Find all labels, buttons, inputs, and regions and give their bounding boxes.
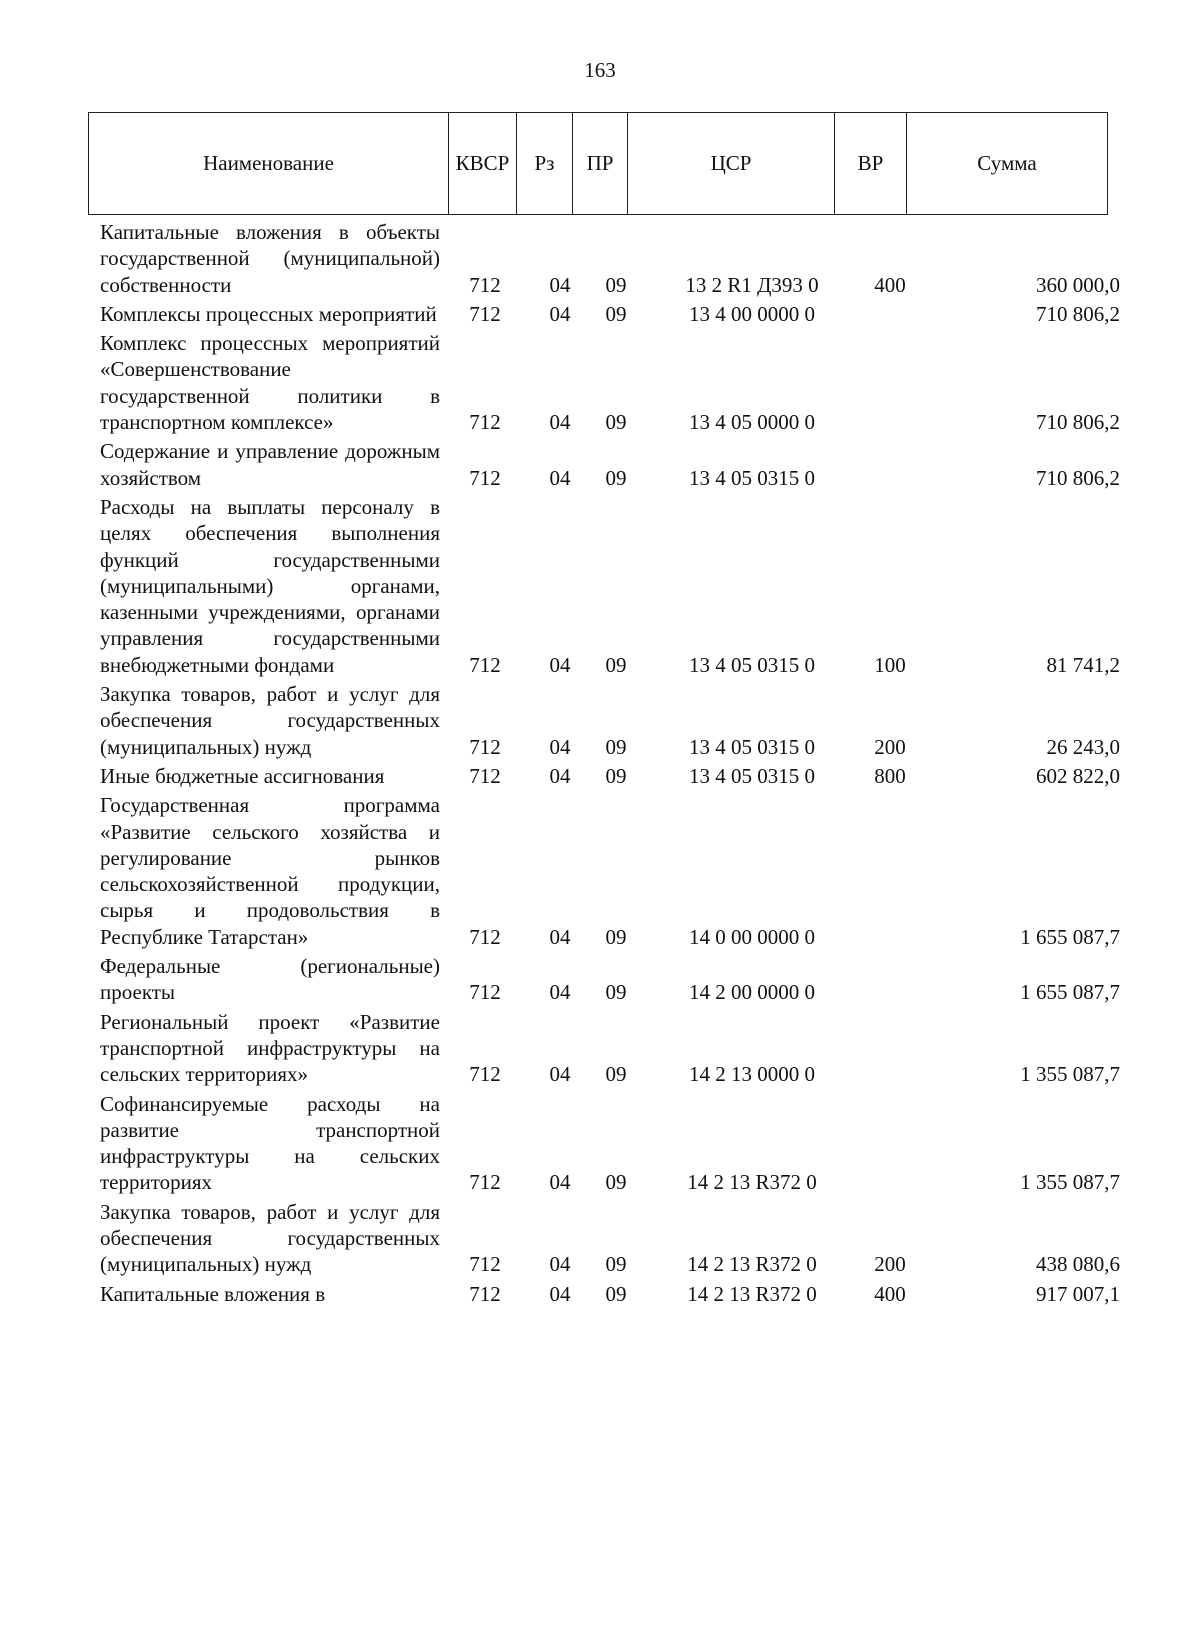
row-sum: 1 355 087,7 [1020,1062,1120,1087]
row-pr: 09 [605,1252,627,1277]
row-pr: 09 [605,1062,627,1087]
row-pr: 09 [605,980,627,1005]
row-sum: 81 741,2 [1046,652,1120,677]
row-name: Государственная программа «Развитие сельского хозяйства и регулирование рынков сельскохозяйственной продукции, сырья и продовольствия в Республике Татарстан» [100,793,440,949]
row-pr: 09 [605,465,627,490]
header-csr: ЦСР [628,113,835,215]
row-pr: 09 [605,763,627,788]
table-row [100,1009,1130,1088]
row-csr: 13 4 05 0315 0 [689,734,815,759]
row-name: Закупка товаров, работ и услуг для обеспечения государственных (муниципальных) нужд [100,682,440,759]
row-kvsr: 712 [469,734,501,759]
row-csr: 14 0 00 0000 0 [689,924,815,949]
table-header [88,112,1108,215]
row-name: Региональный проект «Развитие транспортной инфраструктуры на сельских территориях» [100,1009,440,1087]
row-sum: 1 655 087,7 [1020,980,1120,1005]
table-row [100,681,1130,760]
header-vr: ВР [835,113,907,215]
row-sum: 360 000,0 [1036,272,1120,297]
row-vr: 400 [874,1281,906,1306]
row-name: Комплексы процессных мероприятий [100,301,437,326]
table-row [100,763,1130,789]
row-csr: 14 2 13 R372 0 [687,1252,817,1277]
row-rz: 04 [549,734,571,759]
row-pr: 09 [605,1170,627,1195]
row-sum: 602 822,0 [1036,763,1120,788]
row-csr: 13 4 05 0000 0 [689,410,815,435]
row-kvsr: 712 [469,763,501,788]
row-name: Закупка товаров, работ и услуг для обеспечения государственных (муниципальных) нужд [100,1199,440,1277]
row-rz: 04 [549,301,571,326]
row-name: Капитальные вложения в объекты государственной (муниципальной) собственности [100,220,440,297]
row-sum: 438 080,6 [1036,1252,1120,1277]
row-name: Капитальные вложения в [100,1281,326,1306]
row-kvsr: 712 [469,652,501,677]
table-row [100,1091,1130,1196]
row-rz: 04 [549,980,571,1005]
row-pr: 09 [605,652,627,677]
row-kvsr: 712 [469,1252,501,1277]
row-pr: 09 [605,301,627,326]
header-name: Наименование [89,113,449,215]
header-kvsr: КВСР [449,113,517,215]
row-sum: 710 806,2 [1036,410,1120,435]
table-row [100,1281,1130,1307]
row-csr: 14 2 00 0000 0 [689,980,815,1005]
row-vr: 800 [874,763,906,788]
row-rz: 04 [549,1281,571,1306]
row-rz: 04 [549,1170,571,1195]
row-kvsr: 712 [469,1281,501,1306]
row-pr: 09 [605,924,627,949]
row-sum: 710 806,2 [1036,301,1120,326]
row-kvsr: 712 [469,1170,501,1195]
table-row [100,494,1130,678]
row-kvsr: 712 [469,1062,501,1087]
row-kvsr: 712 [469,924,501,949]
row-sum: 917 007,1 [1036,1281,1120,1306]
row-rz: 04 [549,272,571,297]
table-row [100,1199,1130,1278]
row-csr: 13 4 00 0000 0 [689,301,815,326]
row-pr: 09 [605,410,627,435]
row-kvsr: 712 [469,272,501,297]
page-number: 163 [584,58,616,82]
row-kvsr: 712 [469,465,501,490]
row-kvsr: 712 [469,301,501,326]
row-csr: 14 2 13 R372 0 [687,1281,817,1306]
row-pr: 09 [605,272,627,297]
table-row [100,301,1130,327]
row-sum: 1 355 087,7 [1020,1170,1120,1195]
row-name: Софинансируемые расходы на развитие транспортной инфраструктуры на сельских территориях [100,1091,440,1195]
row-name: Иные бюджетные ассигнования [100,763,385,788]
row-csr: 14 2 13 R372 0 [687,1170,817,1195]
row-name: Комплекс процессных мероприятий «Совершенствование государственной политики в транспортном комплексе» [100,331,440,435]
row-rz: 04 [549,652,571,677]
row-csr: 13 4 05 0315 0 [689,652,815,677]
row-sum: 1 655 087,7 [1020,924,1120,949]
table-row [100,219,1130,298]
table-row [100,330,1130,435]
row-sum: 710 806,2 [1036,465,1120,490]
header-sum: Сумма [907,113,1108,215]
header-pr: ПР [573,113,628,215]
row-rz: 04 [549,1062,571,1087]
row-rz: 04 [549,410,571,435]
row-pr: 09 [605,734,627,759]
row-name: Федеральные (региональные) проекты [100,954,440,1005]
row-rz: 04 [549,924,571,949]
table-body [100,219,1130,1310]
table-row [100,953,1130,1006]
row-kvsr: 712 [469,980,501,1005]
row-sum: 26 243,0 [1046,734,1120,759]
row-vr: 100 [874,652,906,677]
row-rz: 04 [549,1252,571,1277]
row-vr: 400 [874,272,906,297]
row-rz: 04 [549,465,571,490]
row-vr: 200 [874,734,906,759]
row-csr: 13 2 R1 Д393 0 [685,272,819,297]
row-name: Содержание и управление дорожным хозяйством [100,439,440,490]
row-kvsr: 712 [469,410,501,435]
row-csr: 14 2 13 0000 0 [689,1062,815,1087]
table-row [100,792,1130,950]
row-csr: 13 4 05 0315 0 [689,465,815,490]
row-vr: 200 [874,1252,906,1277]
row-rz: 04 [549,763,571,788]
row-csr: 13 4 05 0315 0 [689,763,815,788]
row-pr: 09 [605,1281,627,1306]
header-rz: Рз [517,113,573,215]
row-name: Расходы на выплаты персоналу в целях обеспечения выполнения функций государственными (муниципальными) органами, казенными учреждениями, органами управления государственными внебюджетными фондами [100,494,440,677]
table-row [100,438,1130,491]
